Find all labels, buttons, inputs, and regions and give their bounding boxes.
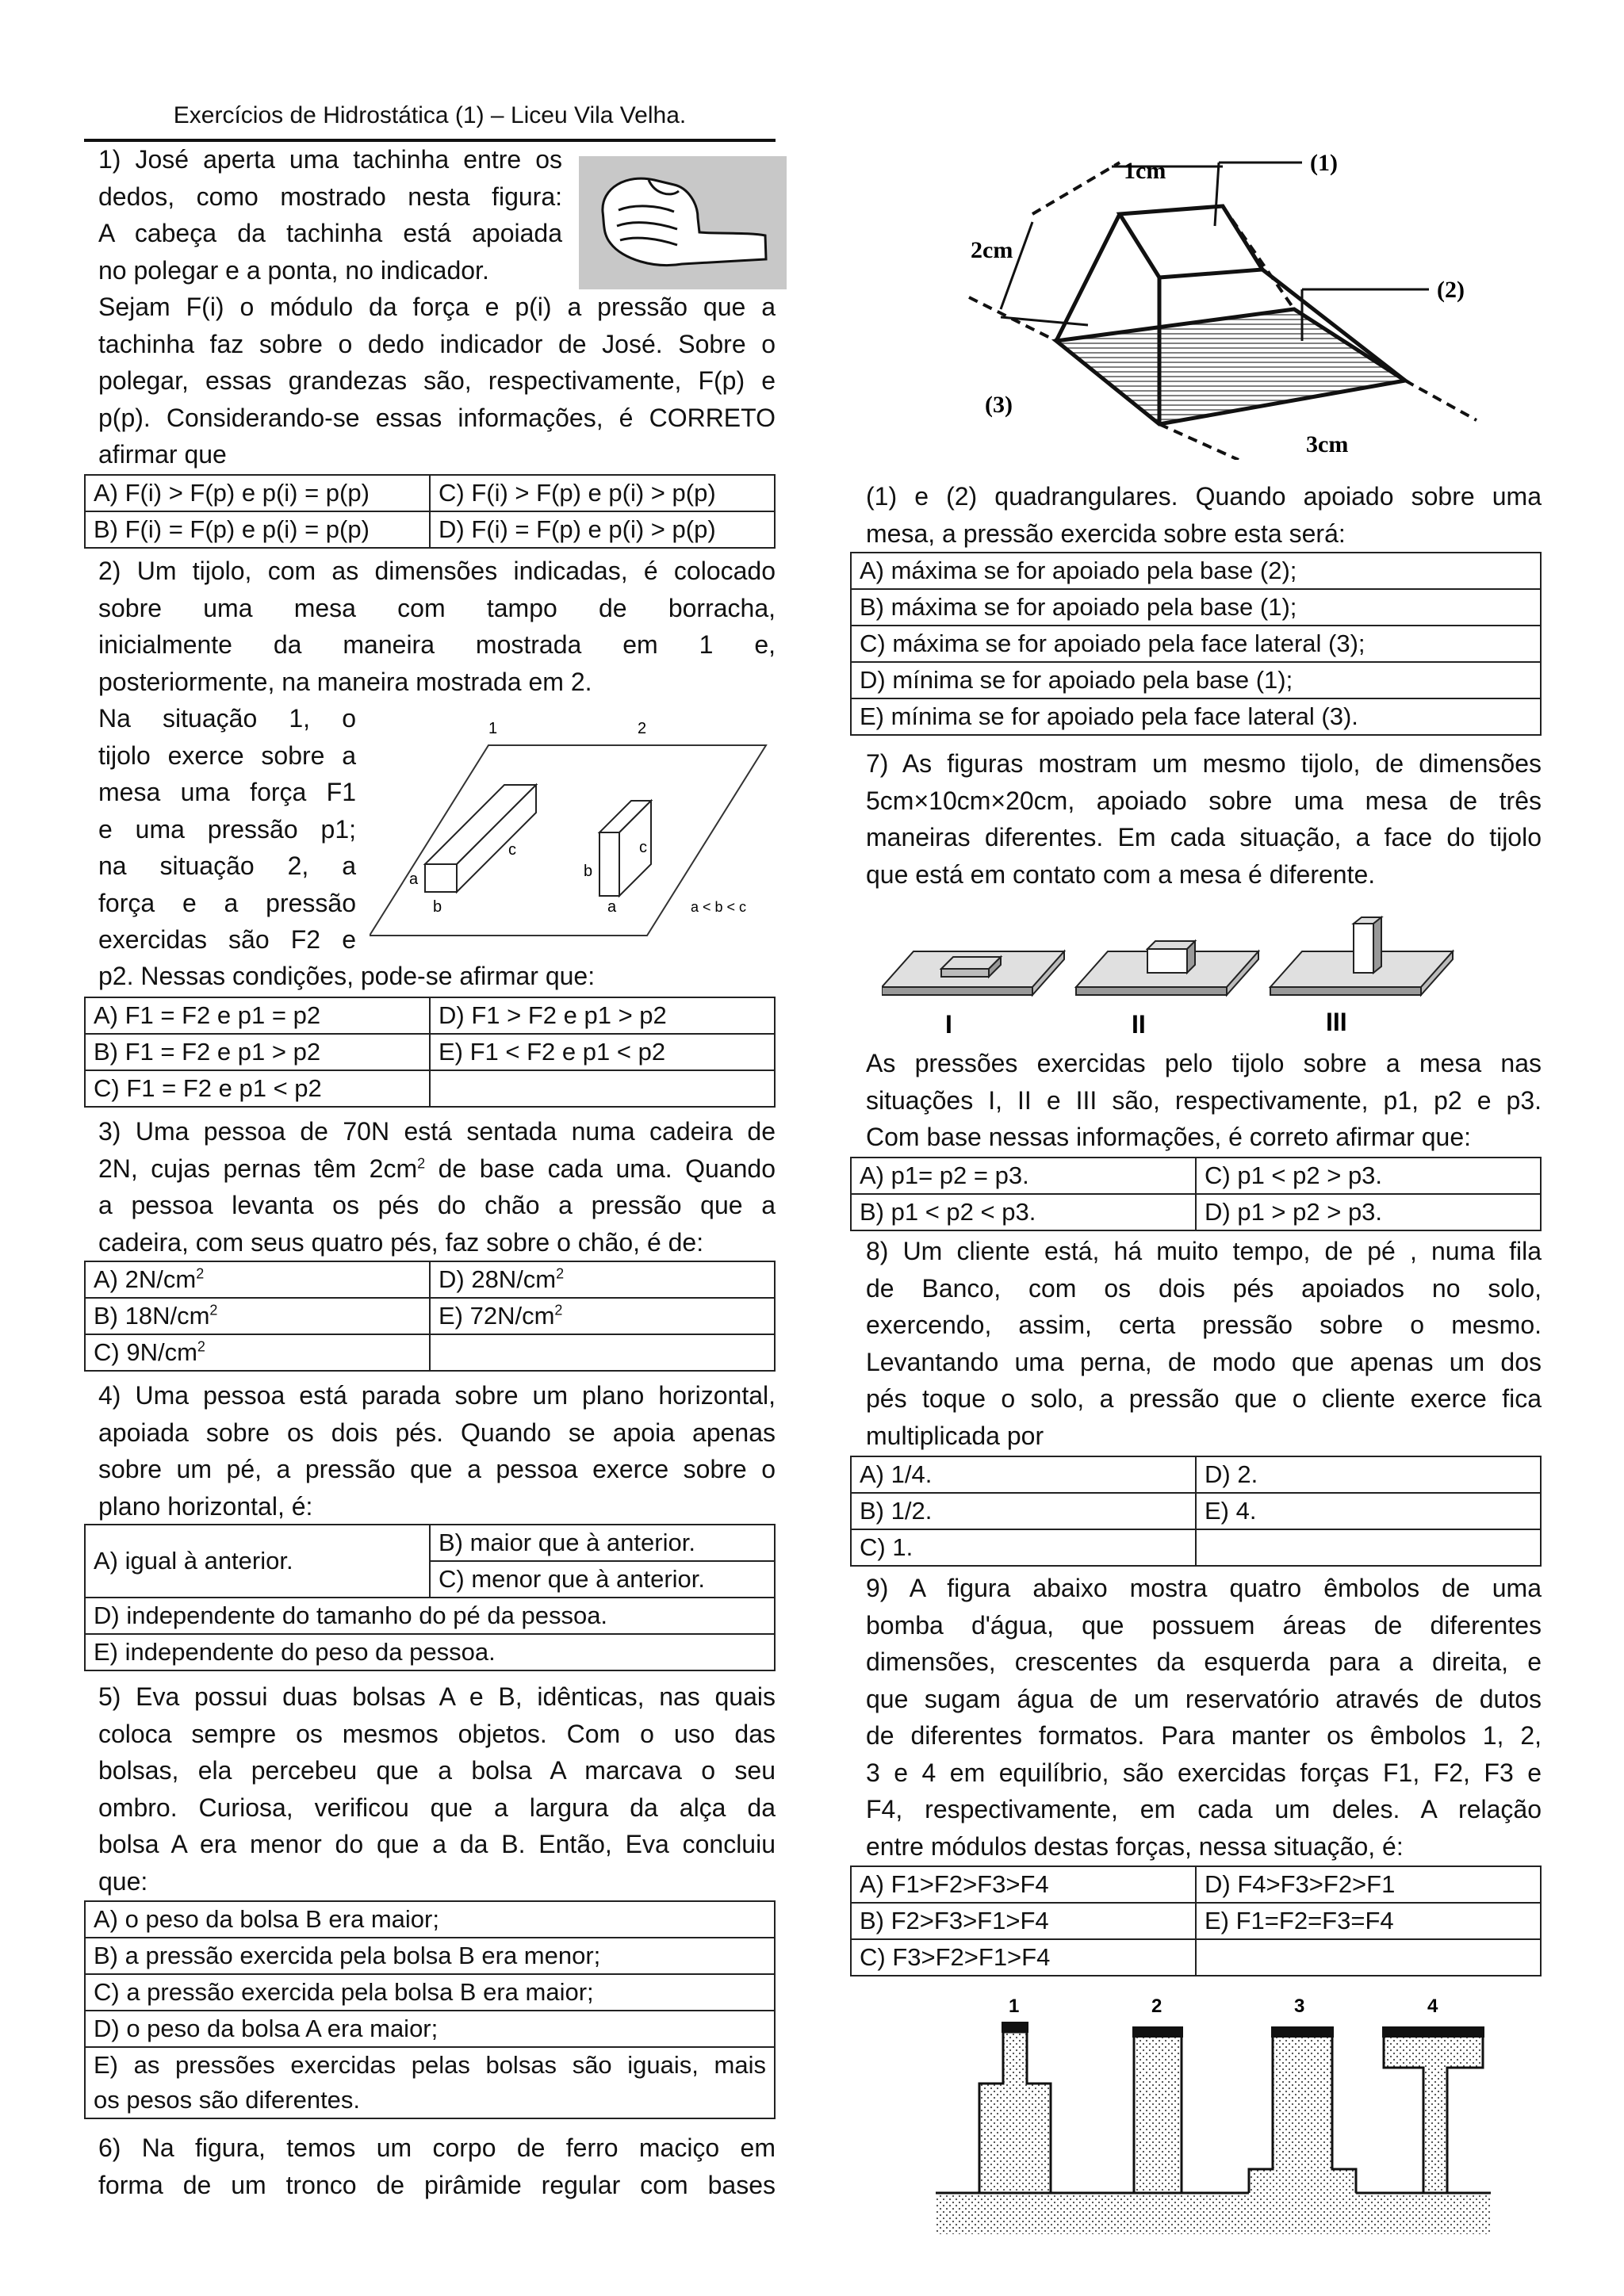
q2-text [98,553,776,700]
q9-line: F4, respectivamente, em cada um deles. A relação [866,1795,1542,1823]
option-c: C) menor que à anterior. [430,1561,775,1598]
q1-text [98,289,776,473]
q2-options [84,997,776,1108]
option-e: E) mínima se for apoiado pela face lateral (3). [851,698,1541,735]
q9-text [866,1570,1542,1865]
option-a: A) igual à anterior. [85,1525,430,1598]
q1-options [84,474,776,549]
option-b: B) F2>F3>F1>F4 [851,1903,1196,1939]
q3-options [84,1261,776,1372]
option-a: A) 1/4. [851,1456,1196,1493]
q7-label-3: III [1326,1008,1347,1036]
q9-line: 3 e 4 em equilíbrio, são exercidas forças F1, F2, F3 e [866,1758,1542,1787]
q8-line: pés toque o solo, a pressão que o cliente exerce fica [866,1384,1542,1413]
q3-line2-b: de base cada uma. Quando [425,1154,776,1183]
option-c: C) a pressão exercida pela bolsa B era maior; [85,1974,775,2011]
q4-line: sobre um pé, a pressão que a pessoa exerce sobre o [98,1455,776,1483]
option-b: B) a pressão exercida pela bolsa B era menor; [85,1938,775,1974]
option-e: E) F1 < F2 e p1 < p2 [430,1034,775,1070]
q2-fig-label-a2: a [607,898,617,916]
option-a: A) máxima se for apoiado pela base (2); [851,553,1541,589]
option-d: D) o peso da bolsa A era maior; [85,2011,775,2047]
option-d: D) p1 > p2 > p3. [1196,1194,1541,1230]
q6-line: forma de um tronco de pirâmide regular com bases [98,2170,776,2199]
q6-dim-bottom: 3cm [1306,431,1349,457]
option-c: C) $9N/cm^2$ [85,1334,430,1371]
option-b: B) F1 = F2 e p1 > p2 [85,1034,430,1070]
q3-line2-a: 2N, cujas pernas têm 2cm [98,1154,418,1183]
option-empty [1196,1529,1541,1566]
q7-line: As pressões exercidas pelo tijolo sobre a mesa nas [866,1049,1542,1077]
q2-line: sobre uma mesa com tampo de borracha, [98,593,776,622]
q2-fig-label-a: a [409,871,419,888]
q1-line: tachinha faz sobre o dedo indicador de José. Sobre o [98,329,776,358]
option-e: E) independente do peso da pessoa. [85,1634,775,1670]
q4-line: 4) Uma pessoa está parada sobre um plano horizontal, [98,1381,776,1410]
q2-line: força e a pressão [98,888,356,917]
q2-line: posteriormente, na maneira mostrada em 2. [98,667,592,696]
q1-line: Sejam F(i) o módulo da força e p(i) a pressão que a [98,293,776,321]
q2-last-line [98,958,776,995]
option-c: C) F(i) > F(p) e p(i) > p(p) [430,475,775,511]
option-d: D) F4>F3>F2>F1 [1196,1866,1541,1903]
q2-line: 2) Um tijolo, com as dimensões indicadas, é colocado [98,557,776,585]
q4-line: plano horizontal, é: [98,1491,313,1521]
option-c: C) 1. [851,1529,1196,1566]
q3-line [98,1150,776,1188]
option-c: C) máxima se for apoiado pela face lateral (3); [851,626,1541,662]
option-b: B) máxima se for apoiado pela base (1); [851,589,1541,626]
q5-line: bolsa A era menor do que a da B. Então, Eva concluiu [98,1830,776,1858]
q1-line: p(p). Considerando-se essas informações, é CORRETO [98,403,776,432]
q9-line: bomba d'água, que possuem áreas de diferentes [866,1610,1542,1640]
piston-2 [1132,2026,1183,2038]
q6-label-3: (3) [985,392,1013,418]
piston-4 [1382,2026,1484,2038]
q6-dim-top: 1cm [1124,158,1166,184]
q5-line: 5) Eva possui duas bolsas A e B, idênticas, nas quais [98,1682,776,1711]
q6-dim-side: 2cm [971,237,1013,263]
q7-line: que está em contato com a mesa é diferente. [866,859,1376,889]
option-d: D) mínima se for apoiado pela base (1); [851,662,1541,698]
q2-line: na situação 2, a [98,851,356,880]
q5-options [84,1900,776,2119]
q7-line: Com base nessas informações, é correto afirmar que: [866,1123,1471,1151]
q5-line: bolsas, ela percebeu que a bolsa A marcava o seu [98,1756,776,1785]
q8-options [850,1456,1542,1567]
q6-line: 6) Na figura, temos um corpo de ferro maciço em [98,2133,776,2162]
option-a: A) F1>F2>F3>F4 [851,1866,1196,1903]
q8-line: multiplicada por [866,1421,1044,1450]
option-e: E) F1=F2=F3=F4 [1196,1903,1541,1939]
q7-label-2: II [1132,1010,1146,1039]
q5-line: que: [98,1866,148,1896]
q7-line: maneiras diferentes. Em cada situação, a face do tijolo [866,823,1542,851]
q9-line: que sugam água de um reservatório através de dutos [866,1684,1542,1713]
page-title: Exercícios de Hidrostática (1) – Liceu Vila Velha. [173,102,687,128]
q8-line: de Banco, com os dois pés apoiados no solo, [866,1273,1542,1303]
q7-line: 7) As figuras mostram um mesmo tijolo, de dimensões [866,749,1542,778]
q2-text-wrap [98,700,356,959]
q6-text [98,2130,776,2203]
q9-label-1: 1 [1009,1996,1020,2017]
q2-line: p2. Nessas condições, pode-se afirmar que: [98,962,596,990]
q6-label-1: (1) [1310,151,1338,176]
q9-options [850,1866,1542,1976]
q8-text [866,1233,1542,1454]
q4-options [84,1524,776,1671]
q2-line: e uma pressão p1; [98,814,356,844]
option-e: E) $72N/cm^2$ [430,1298,775,1334]
q4-text [98,1377,776,1525]
q4-line: apoiada sobre os dois pés. Quando se apoia apenas [98,1418,776,1447]
option-d: D) F1 > F2 e p1 > p2 [430,997,775,1034]
q7-line: 5cm×10cm×20cm, apoiado sobre uma mesa de três [866,786,1542,815]
q9-line: dimensões, crescentes da esquerda para a direita, e [866,1647,1542,1676]
option-b: B) p1 < p2 < p3. [851,1194,1196,1230]
q9-line: de diferentes formatos. Para manter os êmbolos 1, 2, [866,1721,1542,1750]
q8-line: Levantando uma perna, de modo que apenas um dos [866,1347,1542,1376]
option-d: D) independente do tamanho do pé da pessoa. [85,1598,775,1634]
q2-line: tijolo exerce sobre a [98,740,356,770]
q3-line2-sup: 2 [417,1154,426,1171]
option-c: C) F3>F2>F1>F4 [851,1939,1196,1976]
q9-pistons-figure [936,1988,1491,2234]
option-d: D) F(i) = F(p) e p(i) > p(p) [430,511,775,548]
q9-label-3: 3 [1294,1996,1305,2017]
q1-line: A cabeça da tachinha está apoiada [98,219,562,247]
q5-line: ombro. Curiosa, verificou que a largura da alça da [98,1793,776,1822]
q2-line: inicialmente da maneira mostrada em 1 e, [98,630,776,659]
q7-text-2 [866,1045,1542,1156]
q1-line: no polegar e a ponta, no indicador. [98,255,489,285]
option-b: B) F(i) = F(p) e p(i) = p(p) [85,511,430,548]
q7-line: situações I, II e III são, respectivamente, p1, p2 e p3. [866,1085,1542,1115]
q7-options [850,1157,1542,1231]
q2-fig-relation: a < b < c [691,899,747,915]
option-empty [1196,1939,1541,1976]
option-e: E) as pressões exercidas pelas bolsas são iguais, mais os pesos são diferentes. [85,2047,775,2118]
option-c: C) p1 < p2 > p3. [1196,1158,1541,1194]
q8-line: 8) Um cliente está, há muito tempo, de pé , numa fila [866,1237,1542,1265]
option-empty [430,1070,775,1107]
q1-line: dedos, como mostrado nesta figura: [98,182,562,211]
option-e: E) 4. [1196,1493,1541,1529]
q2-line: exercidas são F2 e [98,925,356,954]
option-a: A) p1= p2 = p3. [851,1158,1196,1194]
q2-fig-label-b: b [433,898,442,916]
q3-line: a pessoa levanta os pés do chão a pressão que a [98,1191,776,1219]
q1-text-wrap [98,141,562,289]
q8-line: exercendo, assim, certa pressão sobre o mesmo. [866,1311,1542,1339]
q2-fig-label-c: c [508,841,516,859]
q5-text [98,1678,776,1900]
q6-options [850,552,1542,736]
q9-line: entre módulos destas forças, nessa situação, é: [866,1831,1404,1861]
option-a: A) $2N/cm^2$ [85,1261,430,1298]
q9-line: 9) A figura abaixo mostra quatro êmbolos de uma [866,1574,1542,1602]
piston-3 [1271,2026,1334,2038]
option-b: B) maior que à anterior. [430,1525,775,1561]
q3-line: cadeira, com seus quatro pés, faz sobre o chão, é de: [98,1227,704,1257]
q7-text [866,745,1542,893]
q6-frustum-figure [953,151,1540,460]
q1-line: 1) José aperta uma tachinha entre os [98,145,562,174]
option-d: D) $28N/cm^2$ [430,1261,775,1298]
option-a: A) F1 = F2 e p1 = p2 [85,997,430,1034]
piston-1 [1002,2022,1028,2033]
q2-fig-label-2: 2 [638,720,647,737]
q9-label-2: 2 [1151,1996,1162,2017]
q2-fig-label-b2: b [584,863,593,880]
q1-line: afirmar que [98,440,227,469]
option-empty [430,1334,775,1371]
q9-label-4: 4 [1427,1996,1438,2017]
q2-bricks-figure [370,714,776,943]
q3-text [98,1113,776,1261]
option-c: C) F1 = F2 e p1 < p2 [85,1070,430,1107]
q5-line: coloca sempre os mesmos objetos. Com o uso das [98,1719,776,1748]
q2-fig-label-1: 1 [488,720,498,737]
q2-line: Na situação 1, o [98,704,356,733]
q2-fig-label-c2: c [639,839,647,856]
option-d: D) 2. [1196,1456,1541,1493]
option-a: A) o peso da bolsa B era maior; [85,1901,775,1938]
q6-text-cont [866,478,1542,552]
q3-line: 3) Uma pessoa de 70N está sentada numa cadeira de [98,1117,776,1146]
option-b: B) 1/2. [851,1493,1196,1529]
q2-line: mesa uma força F1 [98,778,356,806]
q7-label-1: I [945,1010,952,1039]
q1-hand-figure [579,156,787,289]
option-b: B) $18N/cm^2$ [85,1298,430,1334]
q6-line: mesa, a pressão exercida sobre esta será: [866,519,1346,548]
q6-label-2: (2) [1437,277,1465,303]
option-a: A) F(i) > F(p) e p(i) = p(p) [85,475,430,511]
q1-line: polegar, essas grandezas são, respectivamente, F(p) e [98,366,776,395]
q7-bricks-figure [882,916,1540,1043]
q6-line: (1) e (2) quadrangulares. Quando apoiado sobre uma [866,482,1542,511]
